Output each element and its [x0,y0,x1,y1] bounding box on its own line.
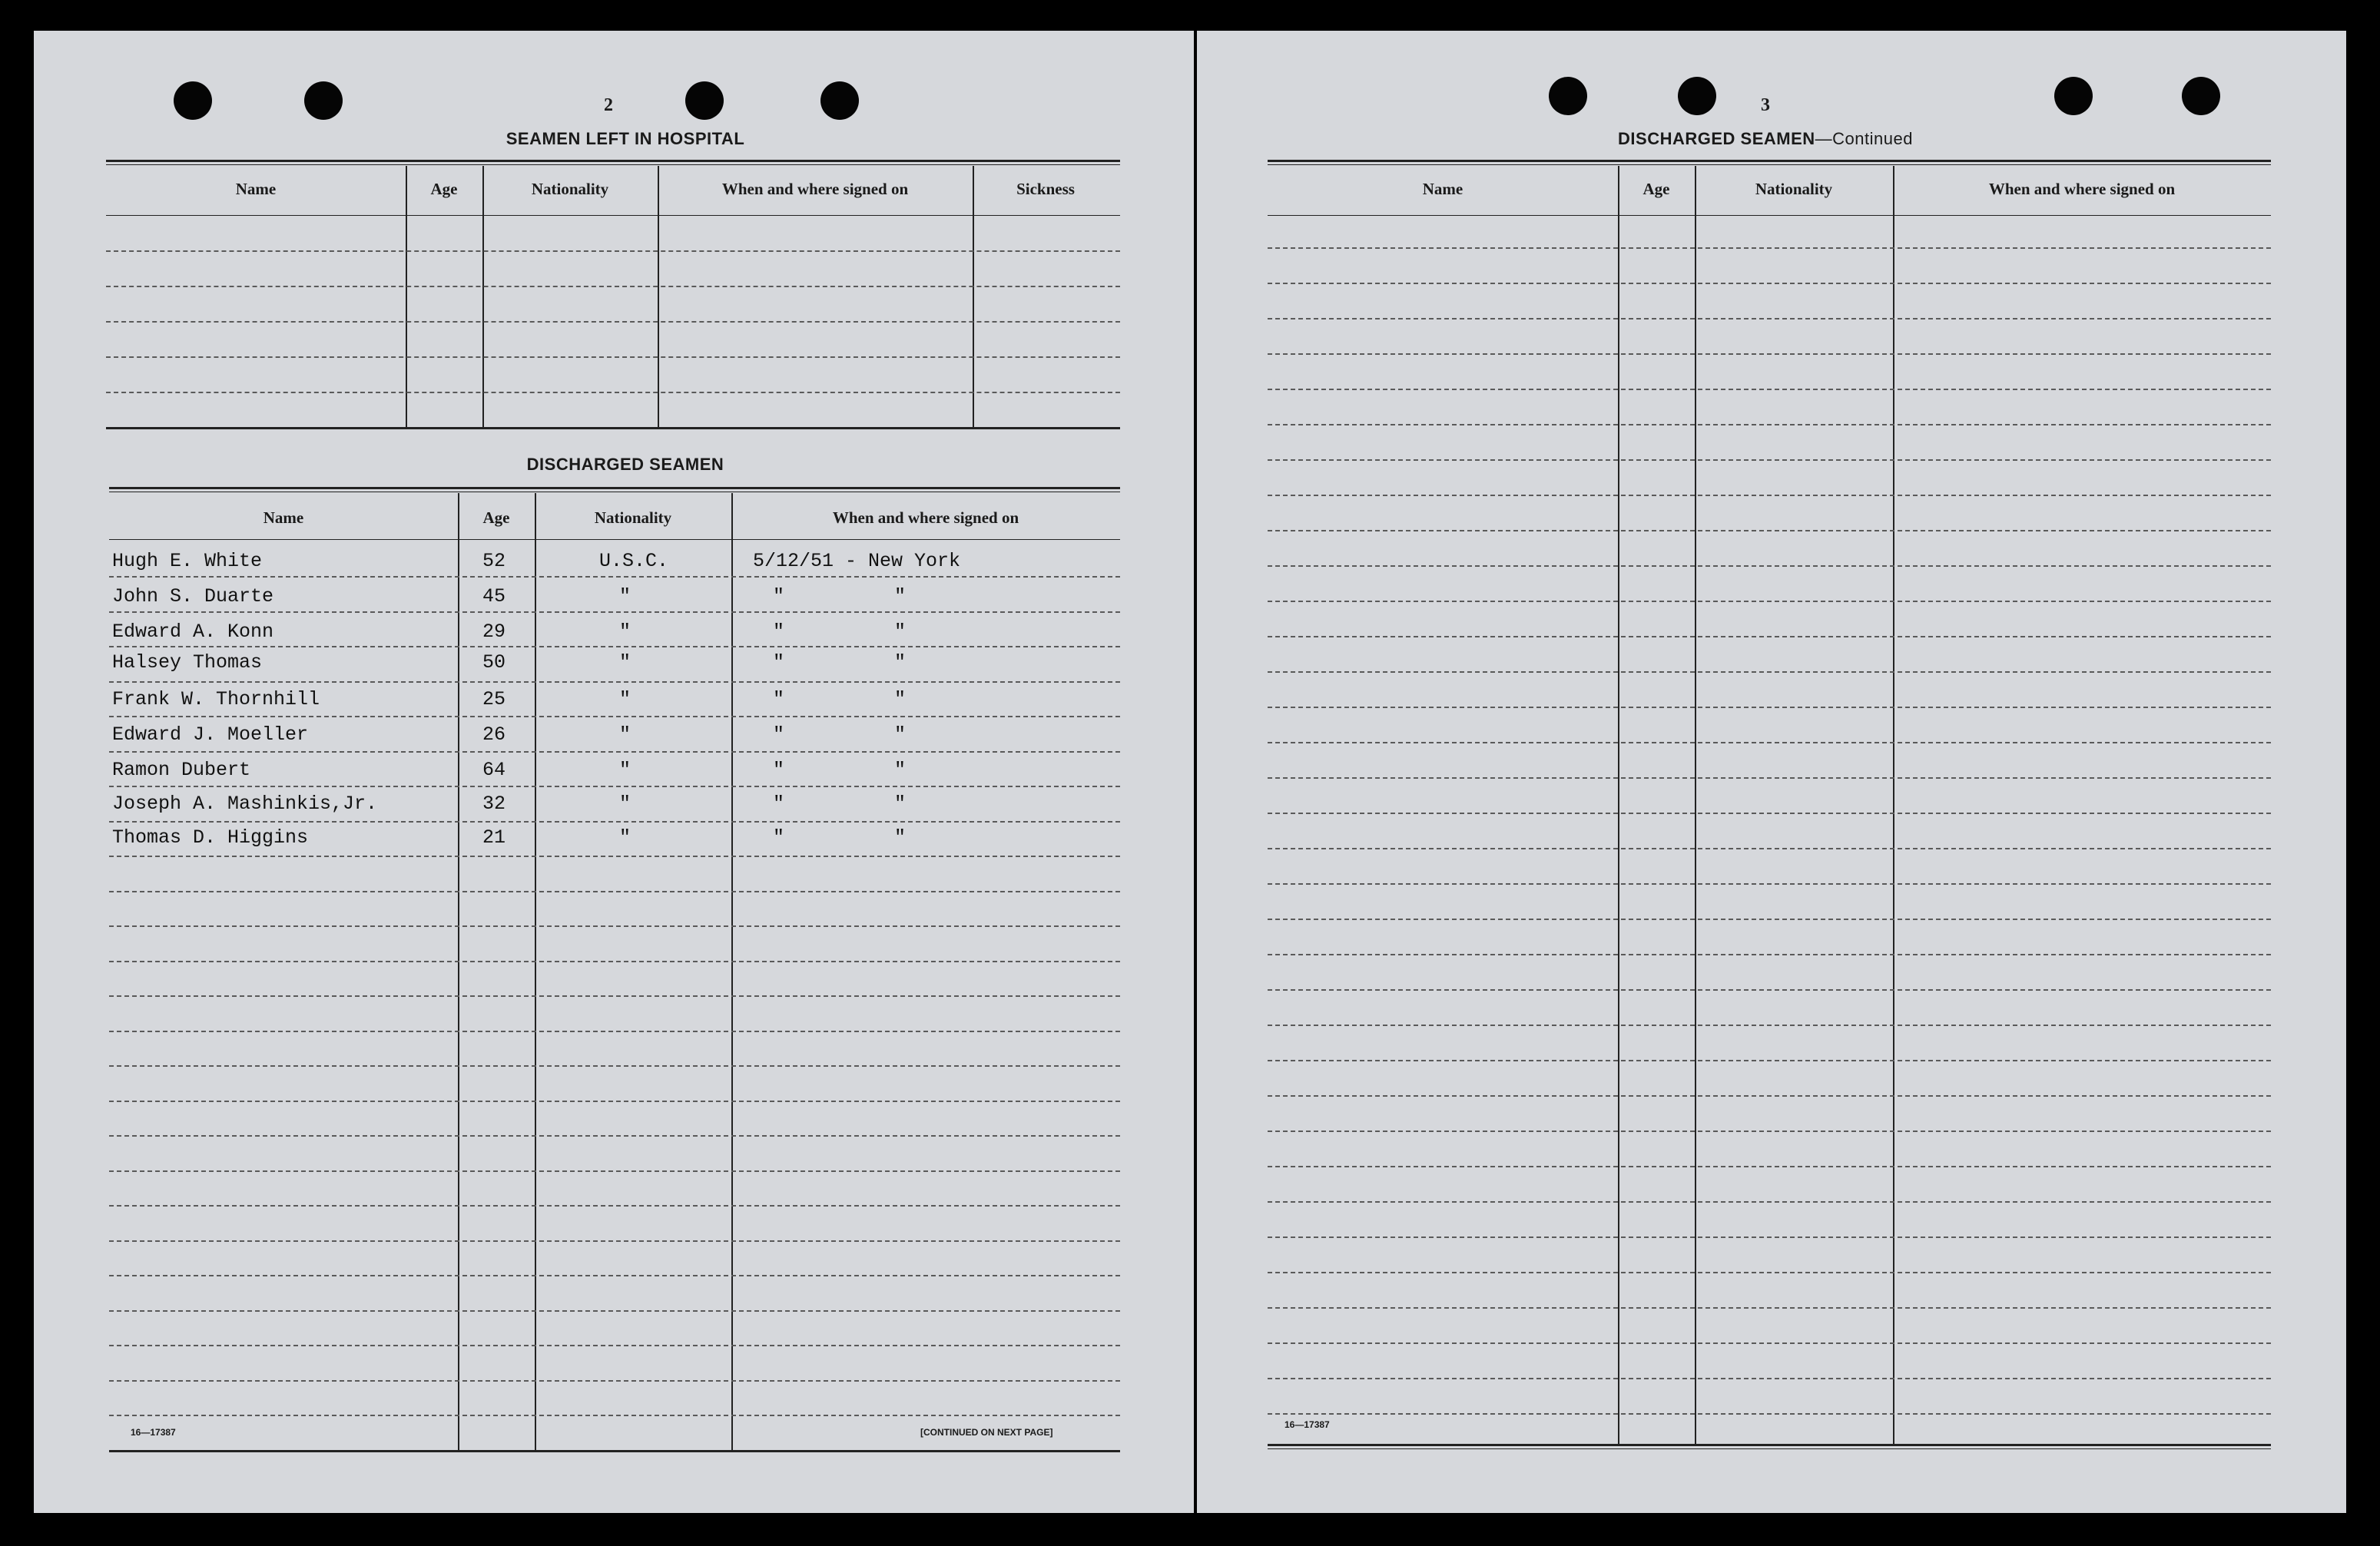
table-row-line [1268,601,2271,602]
table-row-line [109,716,1120,717]
discharged-continued-title [1504,129,2027,149]
table-row-line [106,250,1120,252]
table-row-line [1268,424,2271,425]
column-divider [731,493,733,1450]
table-row-line [1268,777,2271,779]
seaman-age: 25 [482,688,506,710]
form-number: 16—17387 [131,1427,176,1438]
column-header-name: Name [263,508,304,527]
title-suffix: —Continued [1815,129,1913,148]
table-bottom-rule [1268,1448,2271,1449]
table-row-line [109,925,1120,927]
seaman-nationality: " [619,621,631,643]
table-top-rule [1268,160,2271,162]
table-bottom-rule [1268,1444,2271,1446]
seaman-signed-on-place: " [894,723,907,746]
discharged-section-title: DISCHARGED SEAMEN [526,455,724,474]
seaman-name: Edward A. Konn [112,621,274,643]
seaman-age: 45 [482,585,506,607]
column-header-nationality: Nationality [594,508,672,527]
table-row-line [109,1415,1120,1416]
table-row-line [1268,1236,2271,1238]
column-header-signed-on: When and where signed on [721,180,909,198]
table-row-line [1268,1201,2271,1203]
punch-hole [1678,77,1716,115]
column-header-name: Name [235,180,277,198]
table-row-line [109,1101,1120,1102]
column-divider [535,493,536,1450]
column-header-nationality: Nationality [531,180,609,198]
table-row-line [109,786,1120,787]
seaman-age: 29 [482,621,506,643]
seaman-age: 50 [482,651,506,674]
seaman-nationality: " [619,826,631,849]
column-divider [658,166,659,427]
seaman-nationality: " [619,793,631,815]
table-row-line [1268,671,2271,673]
table-row-line [1268,283,2271,284]
seaman-nationality: " [619,759,631,781]
table-top-rule [106,164,1120,165]
seaman-nationality: " [619,688,631,710]
table-row-line [109,891,1120,892]
table-row-line [109,995,1120,997]
seaman-name: Thomas D. Higgins [112,826,309,849]
table-row-line [109,1205,1120,1207]
table-top-rule [1268,164,2271,165]
seaman-signed-on-place: " [894,621,907,643]
header-bottom-rule [106,215,1120,216]
hospital-section-title: SEAMEN LEFT IN HOSPITAL [506,129,745,148]
table-row-line [1268,1060,2271,1061]
seaman-signed-on-place: " [894,585,907,607]
seaman-name: John S. Duarte [112,585,274,607]
column-header-sickness: Sickness [1016,180,1075,198]
seaman-signed-on-date: " [773,651,785,674]
column-header-age: Age [482,508,510,527]
punch-hole [1549,77,1587,115]
table-row-line [1268,919,2271,920]
seaman-signed-on-date: " [773,621,785,643]
seaman-signed-on-date: " [773,793,785,815]
table-row-line [109,961,1120,962]
table-row-line [1268,353,2271,355]
table-row-line [109,821,1120,823]
column-header-age: Age [1642,180,1670,198]
table-row-line [1268,1272,2271,1273]
column-divider [406,166,407,427]
table-row-line [106,321,1120,323]
table-top-rule [109,487,1120,489]
table-row-line [109,681,1120,683]
punch-hole [304,81,343,120]
column-divider [973,166,974,427]
table-row-line [1268,1095,2271,1097]
seaman-signed-on-place: " [894,759,907,781]
table-top-rule [106,160,1120,162]
table-row-line [109,646,1120,647]
table-row-line [1268,495,2271,496]
seaman-age: 32 [482,793,506,815]
seaman-nationality: " [619,723,631,746]
column-divider [482,166,484,427]
continued-note: [CONTINUED ON NEXT PAGE] [920,1427,1053,1438]
column-header-age: Age [430,180,458,198]
column-header-name: Name [1422,180,1463,198]
table-row-line [1268,1413,2271,1415]
seaman-signed-on-place: " [894,793,907,815]
table-row-line [1268,1307,2271,1309]
seaman-signed-on-date: " [773,585,785,607]
seaman-age: 21 [482,826,506,849]
column-header-signed-on: When and where signed on [832,508,1019,527]
seaman-nationality: U.S.C. [599,550,669,572]
table-row-line [1268,459,2271,461]
table-bottom-rule [109,1450,1120,1452]
table-row-line [1268,1342,2271,1344]
table-row-line [1268,813,2271,814]
seaman-signed-on: 5/12/51 - New York [753,550,961,572]
punch-hole [174,81,212,120]
punch-hole [2182,77,2220,115]
table-row-line [1268,742,2271,743]
column-header-nationality: Nationality [1755,180,1833,198]
page-number: 2 [604,95,613,115]
punch-hole [820,81,859,120]
page-number: 3 [1761,95,1770,115]
header-bottom-rule [109,539,1120,540]
seaman-age: 26 [482,723,506,746]
title-main: DISCHARGED SEAMEN [1618,129,1815,148]
left-page [34,31,1194,1513]
table-row-line [1268,247,2271,249]
table-row-line [1268,530,2271,531]
column-divider [1695,166,1696,1444]
table-row-line [109,1065,1120,1067]
column-divider [458,493,459,1450]
header-bottom-rule [1268,215,2271,216]
table-bottom-rule [106,427,1120,429]
column-divider [1893,166,1894,1444]
table-row-line [109,1170,1120,1172]
seaman-name: Frank W. Thornhill [112,688,320,710]
table-row-line [1268,1131,2271,1132]
seaman-age: 64 [482,759,506,781]
seaman-nationality: " [619,651,631,674]
column-header-signed-on: When and where signed on [1988,180,2176,198]
seaman-name: Ramon Dubert [112,759,251,781]
seaman-name: Hugh E. White [112,550,263,572]
seaman-name: Edward J. Moeller [112,723,309,746]
table-row-line [106,356,1120,358]
table-row-line [109,856,1120,857]
table-row-line [109,1380,1120,1382]
punch-hole [685,81,724,120]
seaman-name: Joseph A. Mashinkis,Jr. [112,793,378,815]
table-row-line [109,1275,1120,1276]
table-row-line [1268,636,2271,637]
table-row-line [106,392,1120,393]
seaman-nationality: " [619,585,631,607]
seaman-name: Halsey Thomas [112,651,263,674]
table-row-line [109,611,1120,613]
table-row-line [109,1135,1120,1137]
column-divider [1618,166,1619,1444]
table-row-line [106,286,1120,287]
seaman-signed-on-date: " [773,688,785,710]
table-row-line [109,1345,1120,1346]
table-row-line [109,1031,1120,1032]
table-row-line [109,751,1120,753]
table-row-line [109,1240,1120,1242]
table-row-line [1268,1166,2271,1167]
seaman-signed-on-date: " [773,826,785,849]
table-row-line [1268,848,2271,849]
table-row-line [1268,1378,2271,1379]
table-row-line [1268,707,2271,708]
seaman-signed-on-date: " [773,759,785,781]
table-row-line [1268,389,2271,390]
seaman-signed-on-date: " [773,723,785,746]
punch-hole [2054,77,2093,115]
table-row-line [109,1310,1120,1312]
form-number: 16—17387 [1284,1419,1330,1430]
table-row-line [1268,883,2271,885]
seaman-signed-on-place: " [894,688,907,710]
table-row-line [109,576,1120,578]
table-row-line [1268,989,2271,991]
right-page [1197,31,2346,1513]
table-row-line [1268,318,2271,319]
seaman-signed-on-place: " [894,826,907,849]
seaman-age: 52 [482,550,506,572]
seaman-signed-on-place: " [894,651,907,674]
table-row-line [1268,565,2271,567]
table-row-line [1268,1025,2271,1026]
table-row-line [1268,954,2271,955]
